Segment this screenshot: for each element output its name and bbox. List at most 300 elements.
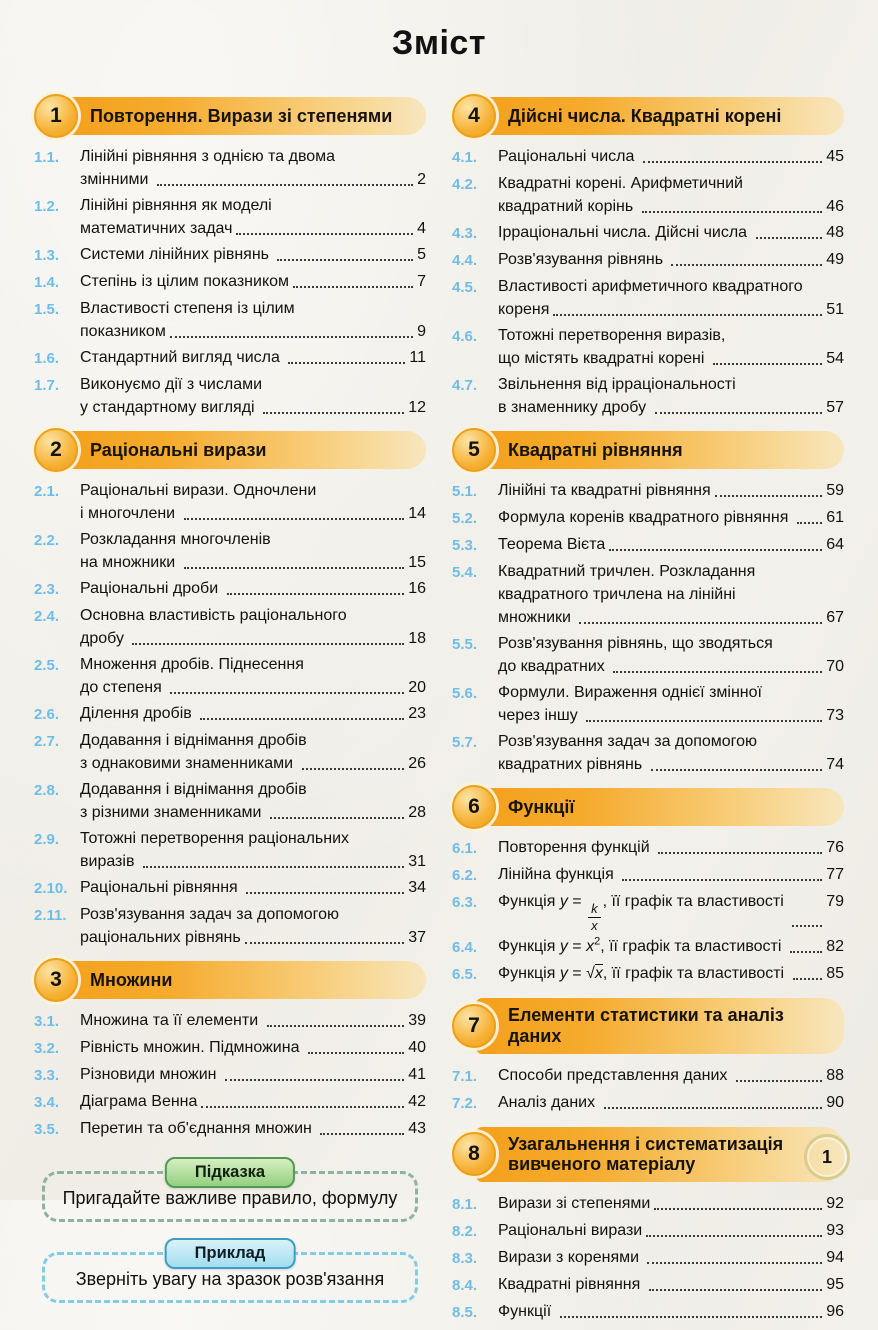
- chapter-header: [34, 961, 426, 999]
- toc-item-page: 93: [826, 1222, 844, 1240]
- toc-item-text: Раціональні вирази. Одночлени: [80, 482, 317, 499]
- toc-item: [452, 1064, 844, 1088]
- chapter-section: [452, 788, 844, 986]
- dot-leader: [622, 879, 822, 881]
- toc-item-line: [80, 1063, 426, 1086]
- toc-item-body: [498, 324, 844, 370]
- toc-item-line: [498, 560, 844, 583]
- toc-item-line: [80, 502, 426, 525]
- toc-item-body: [80, 270, 426, 293]
- toc-item-number: 2.5.: [34, 657, 60, 674]
- dot-leader: [790, 951, 822, 953]
- toc-item-text: з однаковими знаменниками: [80, 755, 298, 772]
- example-callout-text: Зверніть увагу на зразок розв'язання: [75, 1269, 385, 1289]
- toc-item-number: 5.7.: [452, 734, 478, 751]
- toc-item-number: 3.2.: [34, 1040, 60, 1057]
- toc-item-text: Вирази з коренями: [498, 1249, 644, 1267]
- chapter-title-pill: [476, 431, 844, 469]
- toc-item: [34, 903, 426, 949]
- dot-leader: [609, 549, 822, 551]
- toc-item-page: 23: [408, 705, 426, 722]
- toc-item-page: 74: [826, 756, 844, 773]
- toc-item-text: Функції: [498, 1303, 556, 1321]
- toc-item-number: 7.1.: [452, 1067, 478, 1085]
- toc-item-line: [80, 243, 426, 266]
- dot-leader: [201, 1106, 404, 1108]
- toc-item: [34, 479, 426, 525]
- toc-item-page: 48: [826, 224, 844, 241]
- toc-item-number: 4.1.: [452, 149, 478, 166]
- toc-item-text: Формули. Вираження однієї змінної: [498, 684, 762, 701]
- toc-item-number: 4.2.: [452, 176, 478, 193]
- chapter-number-badge: 5: [452, 428, 496, 472]
- toc-item: [452, 1273, 844, 1297]
- toc-item: [34, 1117, 426, 1141]
- chapter-title: Функції: [508, 796, 575, 817]
- toc-item-text: Виконуємо дії з числами: [80, 376, 263, 393]
- toc-item-body: [498, 248, 844, 271]
- toc-item-line: [498, 863, 844, 886]
- toc-item-page: 70: [826, 658, 844, 675]
- chapter-items: [34, 145, 426, 419]
- toc-item-text: в знаменнику дробу: [498, 399, 651, 416]
- toc-item-body: [80, 145, 426, 191]
- toc-item-text: Раціональні рівняння: [80, 879, 243, 896]
- dot-leader: [646, 1235, 822, 1237]
- toc-item-line: [498, 632, 844, 655]
- toc-item-text: Розв'язування задач за допомогою: [498, 733, 758, 750]
- chapter-header: [452, 431, 844, 469]
- toc-item-text: Множина та її елементи: [80, 1012, 263, 1029]
- hint-callout-text: Пригадайте важливе правило, формулу: [62, 1188, 398, 1208]
- chapter-items: [452, 1064, 844, 1115]
- toc-item-page: 14: [408, 505, 426, 522]
- toc-item-line: [80, 653, 426, 676]
- toc-item-number: 1.5.: [34, 301, 60, 318]
- right-column: [452, 85, 844, 1330]
- toc-item-page: 4: [417, 220, 426, 237]
- toc-item-page: 96: [826, 1303, 844, 1321]
- dot-leader: [649, 1289, 822, 1291]
- chapter-title: Множини: [90, 969, 173, 990]
- toc-item-body: [80, 479, 426, 525]
- toc-item-number: 4.7.: [452, 377, 478, 394]
- toc-item-body: [498, 1246, 844, 1269]
- toc-item-text: виразів: [80, 853, 139, 870]
- toc-item-number: 2.9.: [34, 831, 60, 848]
- toc-item-line: [80, 577, 426, 600]
- toc-item-number: 4.3.: [452, 225, 478, 242]
- toc-item-body: [80, 1009, 426, 1032]
- chapter-header: [34, 431, 426, 469]
- toc-item-line: [498, 655, 844, 678]
- toc-item: [452, 533, 844, 557]
- toc-item-number: 8.5.: [452, 1304, 478, 1322]
- toc-item: [34, 876, 426, 900]
- toc-item-line: [498, 704, 844, 727]
- toc-item: [452, 324, 844, 370]
- toc-item-number: 8.1.: [452, 1196, 478, 1214]
- toc-item-text: показником: [80, 323, 166, 340]
- chapter-number-badge: 3: [34, 958, 78, 1002]
- toc-item-page: 57: [826, 399, 844, 416]
- dot-leader: [302, 768, 405, 770]
- toc-item-line: [498, 479, 844, 502]
- toc-item-text: до квадратних: [498, 658, 610, 675]
- toc-item: [34, 827, 426, 873]
- toc-item-line: [80, 479, 426, 502]
- toc-item-number: 8.4.: [452, 1277, 478, 1295]
- chapter-title: Повторення. Вирази зі степенями: [90, 105, 393, 126]
- chapter-title-pill: [58, 431, 426, 469]
- toc-item: [452, 221, 844, 245]
- toc-item-page: 76: [826, 839, 844, 856]
- toc-item-line: [80, 528, 426, 551]
- toc-item-body: [80, 604, 426, 650]
- chapter-title: Дійсні числа. Квадратні корені: [508, 105, 782, 126]
- toc-item-line: [498, 248, 844, 271]
- toc-item: [452, 935, 844, 959]
- chapter-section: [34, 97, 426, 419]
- toc-item-body: [80, 346, 426, 369]
- toc-item-text: Функція y = $\frac{k}{x}$ , її графік та властивості: [498, 893, 789, 933]
- toc-item-line: [498, 195, 844, 218]
- toc-item-line: [498, 730, 844, 753]
- left-column-chapters: [34, 97, 426, 1141]
- toc-item-page: 20: [408, 679, 426, 696]
- toc-item: [34, 346, 426, 370]
- chapter-section: [34, 431, 426, 949]
- dot-leader: [200, 718, 404, 720]
- dot-leader: [184, 518, 405, 520]
- toc-item-line: [80, 1036, 426, 1059]
- chapter-title: Раціональні вирази: [90, 439, 267, 460]
- toc-item-body: [80, 1036, 426, 1059]
- toc-item-line: [498, 583, 844, 606]
- chapter-title-pill: [476, 788, 844, 826]
- toc-item-line: [498, 347, 844, 370]
- toc-item: [452, 1219, 844, 1243]
- toc-item-page: 64: [826, 536, 844, 553]
- dot-leader: [671, 264, 822, 266]
- toc-item-body: [80, 1063, 426, 1086]
- dot-leader: [793, 978, 823, 980]
- toc-item-line: [80, 551, 426, 574]
- toc-item-text: Квадратні корені. Арифметичний: [498, 175, 743, 192]
- chapter-title: Елементи статистики та аналіз даних: [508, 1005, 784, 1047]
- toc-item-number: 2.11.: [34, 907, 67, 924]
- toc-item-text: Раціональні числа: [498, 148, 639, 165]
- toc-item-text: Квадратний тричлен. Розкладання: [498, 563, 756, 580]
- dot-leader: [655, 412, 823, 414]
- dot-leader: [642, 211, 823, 213]
- toc-item-number: 3.5.: [34, 1121, 60, 1138]
- toc-item-body: [498, 172, 844, 218]
- toc-item: [452, 730, 844, 776]
- toc-item-number: 3.1.: [34, 1013, 60, 1030]
- toc-item-text: змінними: [80, 171, 153, 188]
- toc-item-body: [498, 479, 844, 502]
- toc-item-line: [498, 836, 844, 859]
- chapter-title-pill: [58, 97, 426, 135]
- toc-item-body: [498, 373, 844, 419]
- toc-item-text: через іншу: [498, 707, 583, 724]
- toc-item-line: [498, 533, 844, 556]
- toc-item-text: Способи представлення даних: [498, 1066, 732, 1084]
- toc-item-body: [498, 1091, 844, 1114]
- toc-item-text: кореня: [498, 301, 550, 318]
- toc-item-number: 2.1.: [34, 483, 60, 500]
- toc-item: [452, 1246, 844, 1270]
- dot-leader: [236, 233, 413, 235]
- toc-item-number: 7.2.: [452, 1094, 478, 1112]
- chapter-number-badge: 1: [34, 94, 78, 138]
- chapter-number-badge: 4: [452, 94, 496, 138]
- dot-leader: [715, 495, 823, 497]
- dot-leader: [288, 362, 405, 364]
- toc-item-number: 1.7.: [34, 377, 60, 394]
- toc-item-text: Основна властивість раціонального: [80, 607, 347, 624]
- dot-leader: [658, 852, 822, 854]
- hint-callout: [42, 1163, 418, 1222]
- toc-item-page: 92: [826, 1195, 844, 1213]
- toc-item-body: [498, 1300, 844, 1323]
- dot-leader: [170, 692, 404, 694]
- chapter-title: Квадратні рівняння: [508, 439, 683, 460]
- toc-item-body: [80, 528, 426, 574]
- toc-item-line: [80, 876, 426, 899]
- chapter-number-badge: 6: [452, 785, 496, 829]
- toc-item-line: [80, 627, 426, 650]
- example-callout: [42, 1244, 418, 1303]
- toc-item: [452, 373, 844, 419]
- chapter-items: [34, 1009, 426, 1141]
- toc-item-page: 67: [826, 609, 844, 626]
- toc-item-page: 90: [826, 1093, 844, 1111]
- chapter-section: [452, 998, 844, 1114]
- toc-item-page: 73: [826, 707, 844, 724]
- toc-item-body: [498, 533, 844, 556]
- toc-item-body: [498, 1192, 844, 1215]
- toc-item: [34, 702, 426, 726]
- chapter-number-badge: 8: [452, 1132, 496, 1176]
- toc-item-text: Ділення дробів: [80, 705, 197, 722]
- dot-leader: [184, 567, 405, 569]
- toc-item-text: з різними знаменниками: [80, 804, 266, 821]
- toc-item: [34, 270, 426, 294]
- page-title: Зміст: [392, 24, 486, 62]
- toc-item-line: [498, 935, 844, 958]
- toc-item: [34, 1063, 426, 1087]
- toc-item-line: [80, 926, 426, 949]
- toc-item: [34, 1036, 426, 1060]
- toc-item-text: Вирази зі степенями: [498, 1195, 651, 1213]
- chapter-items: [452, 836, 844, 986]
- toc-item-page: 88: [826, 1066, 844, 1084]
- toc-columns: [34, 85, 844, 1330]
- toc-item-line: [498, 1064, 844, 1087]
- toc-item-line: [80, 217, 426, 240]
- toc-item-number: 8.2.: [452, 1223, 478, 1241]
- toc-item: [452, 863, 844, 887]
- chapter-title-pill: [476, 97, 844, 135]
- toc-item-line: [80, 827, 426, 850]
- chapter-section: [452, 1127, 844, 1324]
- dot-leader: [132, 643, 404, 645]
- dot-leader: [263, 412, 404, 414]
- dot-leader: [651, 769, 823, 771]
- toc-item-text: Стандартний вигляд числа: [80, 349, 285, 366]
- toc-item-body: [498, 962, 844, 985]
- toc-item-line: [498, 1192, 844, 1215]
- chapter-title: Узагальнення і систематизація вивченого матеріалу: [508, 1133, 784, 1175]
- toc-item: [452, 172, 844, 218]
- toc-item-number: 1.6.: [34, 350, 60, 367]
- toc-item: [34, 373, 426, 419]
- dot-leader: [143, 866, 404, 868]
- toc-item-page: 5: [417, 246, 426, 263]
- toc-item-number: 6.2.: [452, 867, 478, 884]
- example-callout-label: Приклад: [165, 1238, 296, 1269]
- toc-item-line: [80, 676, 426, 699]
- dot-leader: [613, 671, 822, 673]
- dot-leader: [647, 1262, 822, 1264]
- toc-item-text: Лінійні рівняння як моделі: [80, 197, 272, 214]
- chapter-number-badge: 2: [34, 428, 78, 472]
- dot-leader: [308, 1052, 404, 1054]
- toc-item-text: Діаграма Венна: [80, 1093, 198, 1110]
- toc-item-line: [498, 1219, 844, 1242]
- toc-item-page: 59: [826, 482, 844, 499]
- toc-item-page: 34: [408, 879, 426, 896]
- toc-item-text: у стандартному вигляді: [80, 399, 260, 416]
- toc-item: [452, 1091, 844, 1115]
- toc-item-line: [80, 604, 426, 627]
- toc-item-line: [80, 702, 426, 725]
- toc-item-page: 42: [408, 1093, 426, 1110]
- toc-item-number: 2.8.: [34, 782, 60, 799]
- toc-item-number: 2.7.: [34, 733, 60, 750]
- toc-item-body: [498, 681, 844, 727]
- toc-item-line: [498, 145, 844, 168]
- toc-item-line: [80, 270, 426, 293]
- toc-item-page: 51: [826, 301, 844, 318]
- toc-item-number: 5.3.: [452, 537, 478, 554]
- toc-item: [452, 890, 844, 932]
- toc-item-body: [498, 863, 844, 886]
- dot-leader: [270, 817, 404, 819]
- chapter-number-badge: 7: [452, 1004, 496, 1048]
- toc-item-page: 16: [408, 580, 426, 597]
- toc-item-body: [498, 730, 844, 776]
- chapter-items: [452, 1192, 844, 1324]
- toc-item-line: [80, 778, 426, 801]
- toc-item-number: 5.2.: [452, 510, 478, 527]
- chapter-header: [452, 1127, 844, 1182]
- toc-item-line: [498, 506, 844, 529]
- toc-item-body: [498, 632, 844, 678]
- toc-item-line: [498, 373, 844, 396]
- toc-item-text: Тотожні перетворення виразів,: [498, 327, 726, 344]
- toc-item-line: [80, 346, 426, 369]
- toc-item: [34, 577, 426, 601]
- dot-leader: [560, 1316, 823, 1318]
- toc-item-text: Теорема Вієта: [498, 536, 606, 553]
- toc-item-line: [498, 681, 844, 704]
- toc-item-line: [498, 606, 844, 629]
- toc-item-body: [80, 243, 426, 266]
- dot-leader: [245, 942, 405, 944]
- chapter-items: [34, 479, 426, 949]
- toc-item-body: [498, 145, 844, 168]
- toc-item-line: [498, 172, 844, 195]
- toc-item-line: [80, 396, 426, 419]
- toc-item-text: до степеня: [80, 679, 167, 696]
- dot-leader: [246, 892, 404, 894]
- toc-item-line: [498, 1273, 844, 1296]
- toc-item-page: 26: [408, 755, 426, 772]
- dot-leader: [797, 522, 822, 524]
- toc-item-line: [80, 729, 426, 752]
- toc-item-text: Перетин та об'єднання множин: [80, 1120, 317, 1137]
- toc-item-text: Ірраціональні числа. Дійсні числа: [498, 224, 752, 241]
- toc-item-body: [80, 1090, 426, 1113]
- toc-item-text: Додавання і віднімання дробів: [80, 781, 307, 798]
- toc-item-text: Додавання і віднімання дробів: [80, 732, 307, 749]
- toc-item-text: Рівність множин. Підмножина: [80, 1039, 304, 1056]
- toc-item-line: [80, 145, 426, 168]
- toc-item-line: [498, 275, 844, 298]
- toc-item-body: [498, 935, 844, 958]
- toc-item-page: 28: [408, 804, 426, 821]
- toc-item-line: [498, 1300, 844, 1323]
- chapter-header: [452, 998, 844, 1053]
- chapter-section: [452, 97, 844, 419]
- toc-item-body: [498, 275, 844, 321]
- toc-item-line: [80, 752, 426, 775]
- chapter-title-pill: [476, 1127, 844, 1182]
- toc-item-text: Функція $y = x^2$, її графік та властивості: [498, 936, 786, 956]
- dot-leader: [267, 1025, 405, 1027]
- toc-item-number: 2.10.: [34, 880, 68, 897]
- toc-item-line: [498, 1246, 844, 1269]
- toc-item-number: 3.4.: [34, 1094, 60, 1111]
- toc-item: [452, 479, 844, 503]
- toc-item-text: Властивості степеня із цілим: [80, 300, 295, 317]
- toc-item-number: 6.4.: [452, 939, 478, 957]
- toc-item-page: 85: [826, 965, 844, 983]
- toc-item-line: [80, 1009, 426, 1032]
- toc-item-number: 1.1.: [34, 149, 60, 166]
- chapter-header: [34, 97, 426, 135]
- toc-item-text: Різновиди множин: [80, 1066, 221, 1083]
- toc-item: [452, 248, 844, 272]
- toc-item-page: 18: [408, 630, 426, 647]
- chapter-section: [34, 961, 426, 1141]
- toc-item-page: 31: [408, 853, 426, 870]
- dot-leader: [227, 593, 405, 595]
- toc-item-number: 5.1.: [452, 483, 478, 500]
- toc-item-number: 2.4.: [34, 608, 60, 625]
- toc-item-text: Розв'язування рівнянь: [498, 251, 668, 268]
- toc-item: [34, 604, 426, 650]
- toc-item-text: Множення дробів. Піднесення: [80, 656, 304, 673]
- toc-item: [452, 275, 844, 321]
- toc-item: [34, 243, 426, 267]
- toc-item-number: 5.5.: [452, 636, 478, 653]
- dot-leader: [170, 336, 413, 338]
- toc-item-text: Лінійні рівняння з однією та двома: [80, 148, 336, 165]
